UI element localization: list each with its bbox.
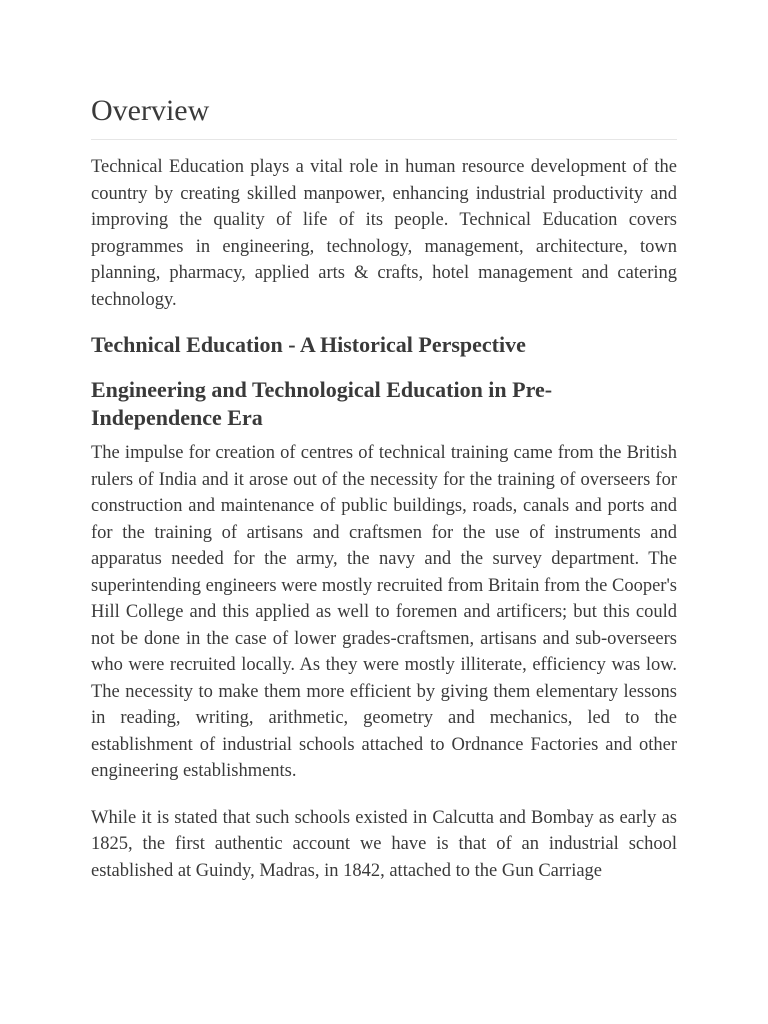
subsection-heading: Engineering and Technological Education in Pre-Independence Era	[91, 377, 553, 430]
document-page	[91, 0, 677, 884]
intro-paragraph: Technical Education plays a vital role in human resource development of the country by creating skilled manpower, enhancing industrial productivity and improving the quality of life of its people. Technical Education covers programmes in engineering, technology, management, architecture, town planning, pharmacy, applied arts & crafts, hotel management and catering technology.	[91, 157, 677, 310]
section-heading: Technical Education - A Historical Perspective	[91, 332, 526, 357]
page-title: Overview	[91, 0, 677, 140]
body-paragraph: While it is stated that such schools existed in Calcutta and Bombay as early as 1825, the first authentic account we have is that of an industrial school established at Guindy, Madras, in 1842, attached to the Gun Carriage	[91, 807, 677, 881]
body-paragraph: The impulse for creation of centres of technical training came from the British rulers of India and it arose out of the necessity for the training of overseers for construction and maintenance of public buildings, roads, canals and ports and for the training of artisans and craftsmen for the use of instruments and apparatus needed for the army, the navy and the survey department. The superintending engineers were mostly recruited from Britain from the Cooper's Hill College and this applied as well to foremen and artificers; but this could not be done in the case of lower grades-craftsmen, artisans and sub-overseers who were recruited locally. As they were mostly illiterate, efficiency was low. The necessity to make them more efficient by giving them elementary lessons in reading, writing, arithmetic, geometry and mechanics, led to the establishment of industrial schools attached to Ordnance Factories and other engineering establishments.	[91, 443, 677, 781]
